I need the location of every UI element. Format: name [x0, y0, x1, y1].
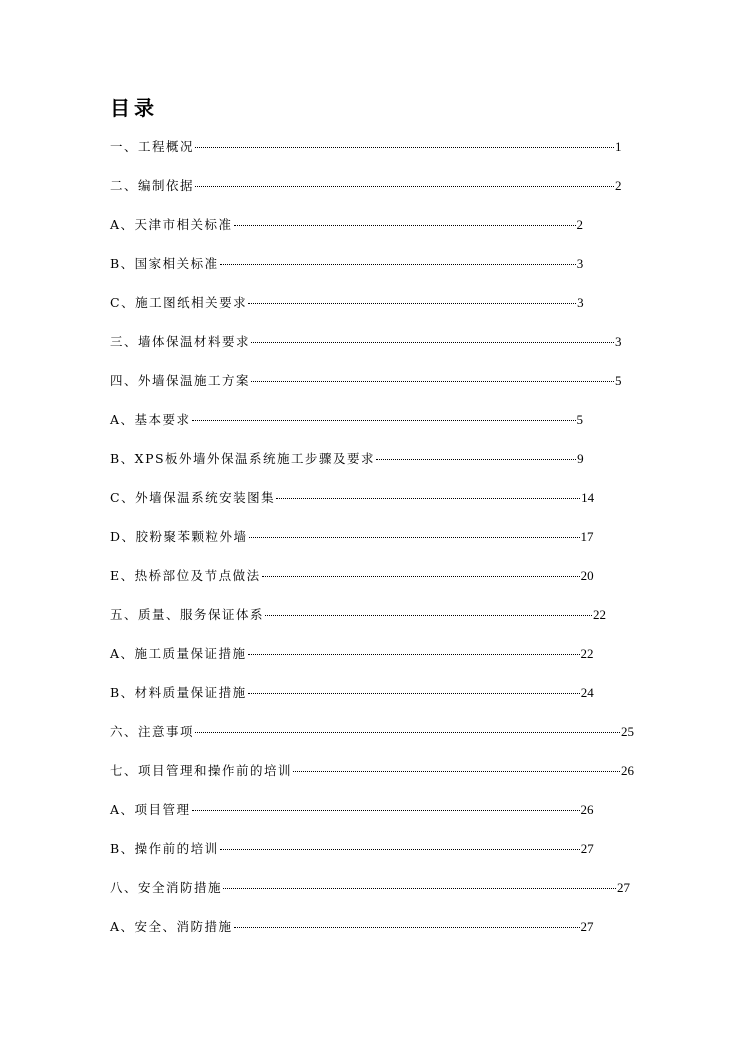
toc-entry-label: 二、编制依据 [110, 178, 195, 193]
toc-page-number: 17 [580, 529, 594, 544]
toc-entry-label: A、基本要求 [110, 412, 191, 427]
toc-page-number: 2 [576, 217, 584, 232]
toc-page-number: 22 [580, 646, 594, 661]
toc-page-number: 26 [580, 802, 594, 817]
toc-leader [251, 381, 614, 382]
toc-page-number: 3 [576, 256, 584, 271]
toc-entry[interactable] [110, 916, 650, 955]
toc-entry-label: 一、工程概况 [110, 139, 195, 154]
toc-entry[interactable] [110, 448, 650, 487]
toc-entry-label: 三、墙体保温材料要求 [110, 334, 251, 349]
toc-leader [234, 927, 580, 928]
toc-page-number: 24 [580, 685, 594, 700]
toc-page-number: 2 [615, 178, 622, 193]
toc-leader [251, 342, 614, 343]
toc-entry[interactable] [110, 565, 650, 604]
toc-leader [276, 498, 580, 499]
toc-entry[interactable] [110, 643, 650, 682]
toc-page-number: 22 [593, 607, 607, 622]
toc-entry-label: A、天津市相关标准 [110, 217, 233, 232]
toc-entry-label: C、外墙保温系统安装图集 [110, 490, 276, 505]
toc-page-number: 20 [580, 568, 594, 583]
toc-entry[interactable] [110, 136, 650, 175]
toc-leader [293, 771, 620, 772]
toc-leader [220, 264, 576, 265]
toc-leader [223, 888, 616, 889]
toc-entry-label: B、材料质量保证措施 [110, 685, 247, 700]
toc-entry-label: D、胶粉聚苯颗粒外墙 [110, 529, 248, 544]
toc-page-number: 1 [615, 139, 622, 154]
toc-leader [248, 303, 576, 304]
toc-leader [262, 576, 580, 577]
toc-entry[interactable] [110, 214, 650, 253]
toc-page-number: 3 [615, 334, 622, 349]
toc-entry[interactable] [110, 370, 650, 409]
toc-entry-label: 五、质量、服务保证体系 [110, 607, 265, 622]
toc-leader [234, 225, 576, 226]
toc-entry-label: B、操作前的培训 [110, 841, 219, 856]
toc-leader [192, 420, 576, 421]
toc-leader [265, 615, 592, 616]
toc-leader [376, 459, 576, 460]
toc-page-number: 5 [576, 412, 584, 427]
toc-entry-label: A、施工质量保证措施 [110, 646, 247, 661]
toc-page-number: 25 [621, 724, 635, 739]
toc-page-number: 5 [615, 373, 622, 388]
toc-page-number: 26 [621, 763, 635, 778]
toc-page-number: 27 [580, 841, 594, 856]
toc-page-number: 27 [617, 880, 631, 895]
toc-entry[interactable] [110, 799, 650, 838]
toc-entry-label: B、国家相关标准 [110, 256, 219, 271]
toc-page-number: 3 [577, 295, 584, 310]
toc-leader [195, 732, 620, 733]
toc-entry[interactable] [110, 487, 650, 526]
toc-leader [249, 537, 580, 538]
toc-entry-label: A、安全、消防措施 [110, 919, 233, 934]
toc-entry[interactable] [110, 604, 650, 643]
toc-entry[interactable] [110, 331, 650, 370]
toc-leader [195, 186, 614, 187]
toc-list [110, 136, 650, 955]
toc-leader [248, 654, 580, 655]
toc-entry-label: A、项目管理 [110, 802, 191, 817]
toc-entry[interactable] [110, 175, 650, 214]
toc-leader [192, 810, 580, 811]
toc-entry-label: E、热桥部位及节点做法 [110, 568, 261, 583]
toc-entry[interactable] [110, 409, 650, 448]
toc-entry[interactable] [110, 877, 650, 916]
toc-page-number: 27 [580, 919, 594, 934]
toc-entry-label: 七、项目管理和操作前的培训 [110, 763, 293, 778]
toc-entry-label: B、XPS板外墙外保温系统施工步骤及要求 [110, 451, 376, 466]
toc-entry[interactable] [110, 253, 650, 292]
toc-entry[interactable] [110, 838, 650, 877]
toc-entry[interactable] [110, 721, 650, 760]
toc-leader [248, 693, 580, 694]
toc-entry-label: C、施工图纸相关要求 [110, 295, 248, 310]
toc-title: 目录 [110, 96, 158, 120]
toc-entry[interactable] [110, 526, 650, 565]
toc-entry[interactable] [110, 682, 650, 721]
toc-leader [195, 147, 614, 148]
toc-leader [220, 849, 580, 850]
toc-page-number: 14 [581, 490, 595, 505]
toc-entry-label: 六、注意事项 [110, 724, 195, 739]
toc-entry-label: 八、安全消防措施 [110, 880, 223, 895]
toc-entry-label: 四、外墙保温施工方案 [110, 373, 251, 388]
toc-entry[interactable] [110, 292, 650, 331]
toc-entry[interactable] [110, 760, 650, 799]
toc-page-number: 9 [577, 451, 584, 466]
